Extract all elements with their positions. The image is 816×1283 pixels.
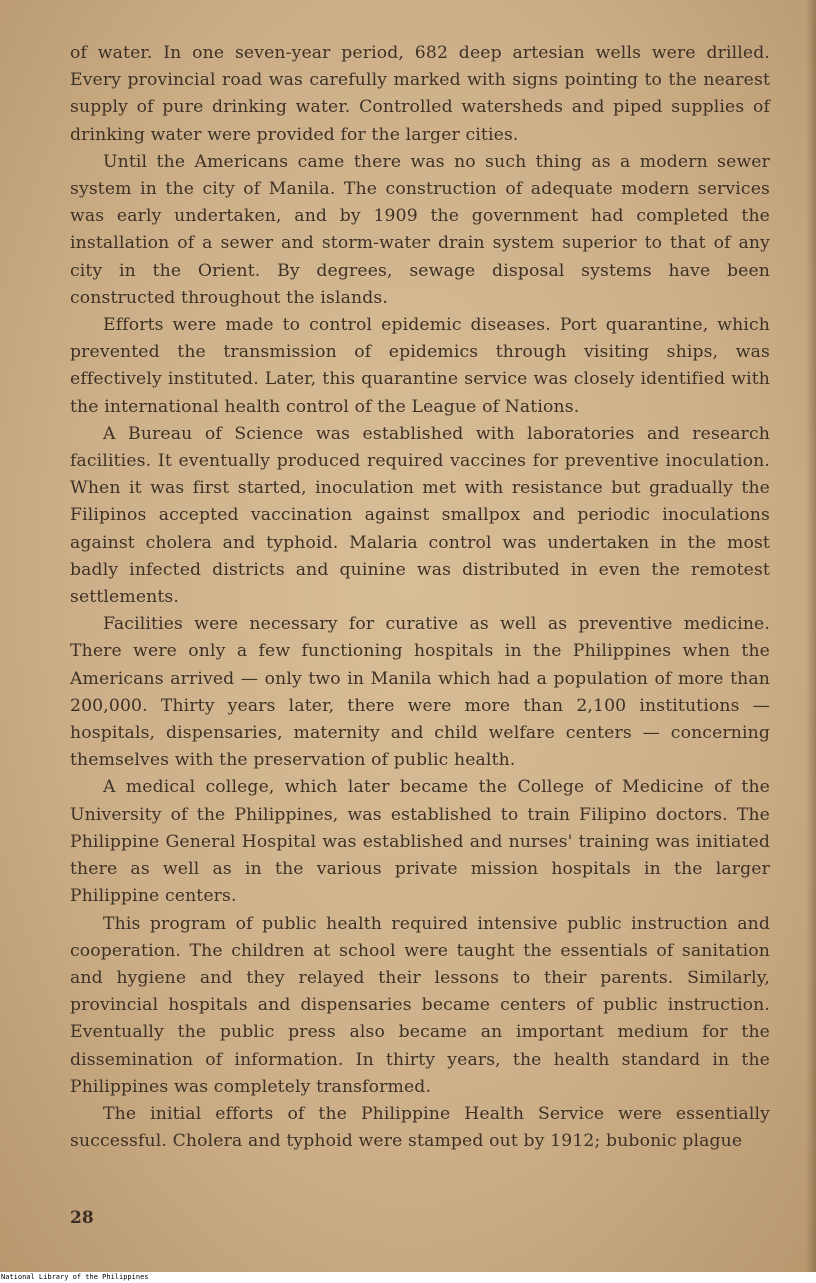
paragraph-hospitals: Facilities were necessary for curative as well as preventive medicine. There were only a few functioning hospitals in the Philippines when the Americans arrived — only two in Manila which had a population of more than 200,000. Thirty years later, there were more than 2,100 institutions — hospitals, dispensaries, maternity and child welfare centers — concerning themselves with the preservation of public health.: [70, 614, 770, 771]
body-text: [70, 40, 770, 1155]
library-credit: National Library of the Philippines: [1, 1273, 149, 1281]
paragraph-sewer-system: Until the Americans came there was no such thing as a modern sewer system in the city of Manila. The construction of adequate modern services was early undertaken, and by 1909 the government had completed the installation of a sewer and storm-water drain system superior to that of any city in the Orient. By degrees, sewage disposal systems have been constructed throughout the islands.: [70, 151, 770, 308]
paragraph-bureau-of-science: A Bureau of Science was established with laboratories and research facilities. It eventually produced required vaccines for preventive inoculation. When it was first started, inoculation met with resistance but gradually the Filipinos accepted vaccination against smallpox and periodic inoculations against cholera and typhoid. Malaria control was undertaken in the most badly infected districts and quinine was distributed in even the remotest settlements.: [70, 423, 770, 608]
paragraph-public-instruction: This program of public health required intensive public instruction and cooperation. The children at school were taught the essentials of sanitation and hygiene and they relayed their lessons to their parents. Similarly, provincial hospitals and dispensaries became centers of public instruction. Eventually the public press also became an important medium for the dissemination of information. In thirty years, the health standard in the Philippines was completely transformed.: [70, 913, 770, 1097]
page-number: 28: [70, 1208, 94, 1228]
paragraph-water-supply: of water. In one seven-year period, 682 deep artesian wells were drilled. Every provincial road was carefully marked with signs pointing to the nearest supply of pure drinking water. Controlled watersheds and piped supplies of drinking water were provided for the larger cities.: [70, 43, 770, 145]
paragraph-health-service: The initial efforts of the Philippine Health Service were essentially successful. Cholera and typhoid were stamped out by 1912; bubonic plague: [70, 1103, 770, 1152]
paragraph-epidemic-control: Efforts were made to control epidemic diseases. Port quarantine, which prevented the transmission of epidemics through visiting ships, was effectively instituted. Later, this quarantine service was closely identified with the international health control of the League of Nations.: [70, 315, 770, 417]
footer-bar: [0, 1272, 816, 1283]
paragraph-medical-college: A medical college, which later became the College of Medicine of the University of the Philippines, was established to train Filipino doctors. The Philippine General Hospital was established and nurses' training was initiated there as well as in the various private mission hospitals in the larger Philippine centers.: [70, 777, 770, 907]
